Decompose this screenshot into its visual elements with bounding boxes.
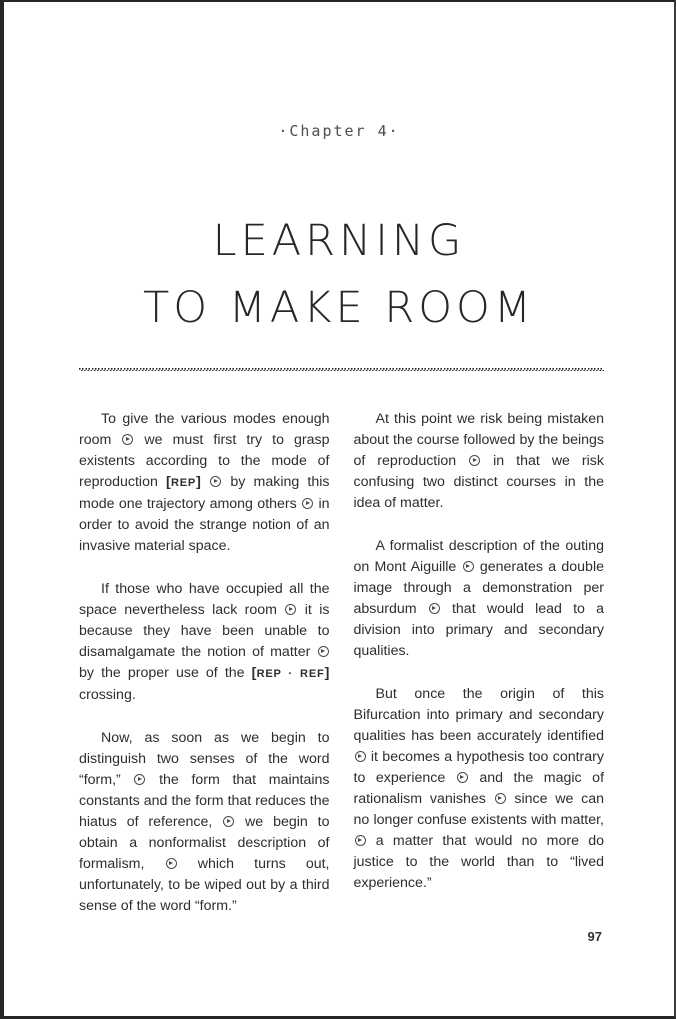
circle-arrow-icon [210,476,221,487]
circle-arrow-icon [134,774,145,785]
crossing-label: [REP · REF] [251,665,330,681]
text-columns [79,409,604,939]
chapter-heading: ·Chapter 4· [278,122,400,140]
page-title [4,208,674,342]
circle-arrow-icon [166,858,177,869]
circle-arrow-icon [318,646,329,657]
paragraph: To give the various modes enough room we must first try to grasp existents according to the mode of reproduction [REP] by making this mode one trajectory among others in order to avoid the strange notion of an invasive material space. [79,411,330,554]
page-number: 97 [587,929,602,944]
paragraph: A formalist description of the outing on Mont Aiguille generates a double image through a demonstration per absurdum that would lead to a division into primary and secondary qualities. [353,538,604,659]
dotted-divider [79,368,604,371]
circle-arrow-icon [302,498,313,509]
circle-arrow-icon [285,604,296,615]
left-column [79,409,330,939]
circle-arrow-icon [355,835,366,846]
title-line-2: TO MAKE ROOM [143,283,535,333]
paragraph: If those who have occupied all the space nevertheless lack room it is because they have been unable to disamalgamate the notion of matter by the proper use of the [REP · REF] crossing. [79,581,330,703]
circle-arrow-icon [223,816,234,827]
circle-arrow-icon [355,751,366,762]
circle-arrow-icon [469,455,480,466]
paragraph: At this point we risk being mistaken about the course followed by the beings of reproduction in that we risk confusing two distinct courses in the idea of matter. [353,411,604,511]
circle-arrow-icon [495,793,506,804]
paragraph: But once the origin of this Bifurcation into primary and secondary qualities has been accurately identified it becomes a hypothesis too contrary to experience and the magic of rationalism vanishes since we can no longer confuse existents with matter, a matter that would no more do justice to the world than to “lived experience.” [353,686,605,891]
right-column [354,409,605,939]
crossing-label: [REP] [166,474,202,490]
paragraph: Now, as soon as we begin to distinguish two senses of the word “form,” the form that maintains constants and the form that reduces the hiatus of reference, we begin to obtain a nonformalist description of formalism, which turns out, unfortunately, to be wiped out by a third sense of the word “form.” [79,730,330,914]
circle-arrow-icon [122,434,133,445]
circle-arrow-icon [429,603,440,614]
circle-arrow-icon [457,772,468,783]
title-line-1: LEARNING [212,216,466,266]
circle-arrow-icon [463,561,474,572]
